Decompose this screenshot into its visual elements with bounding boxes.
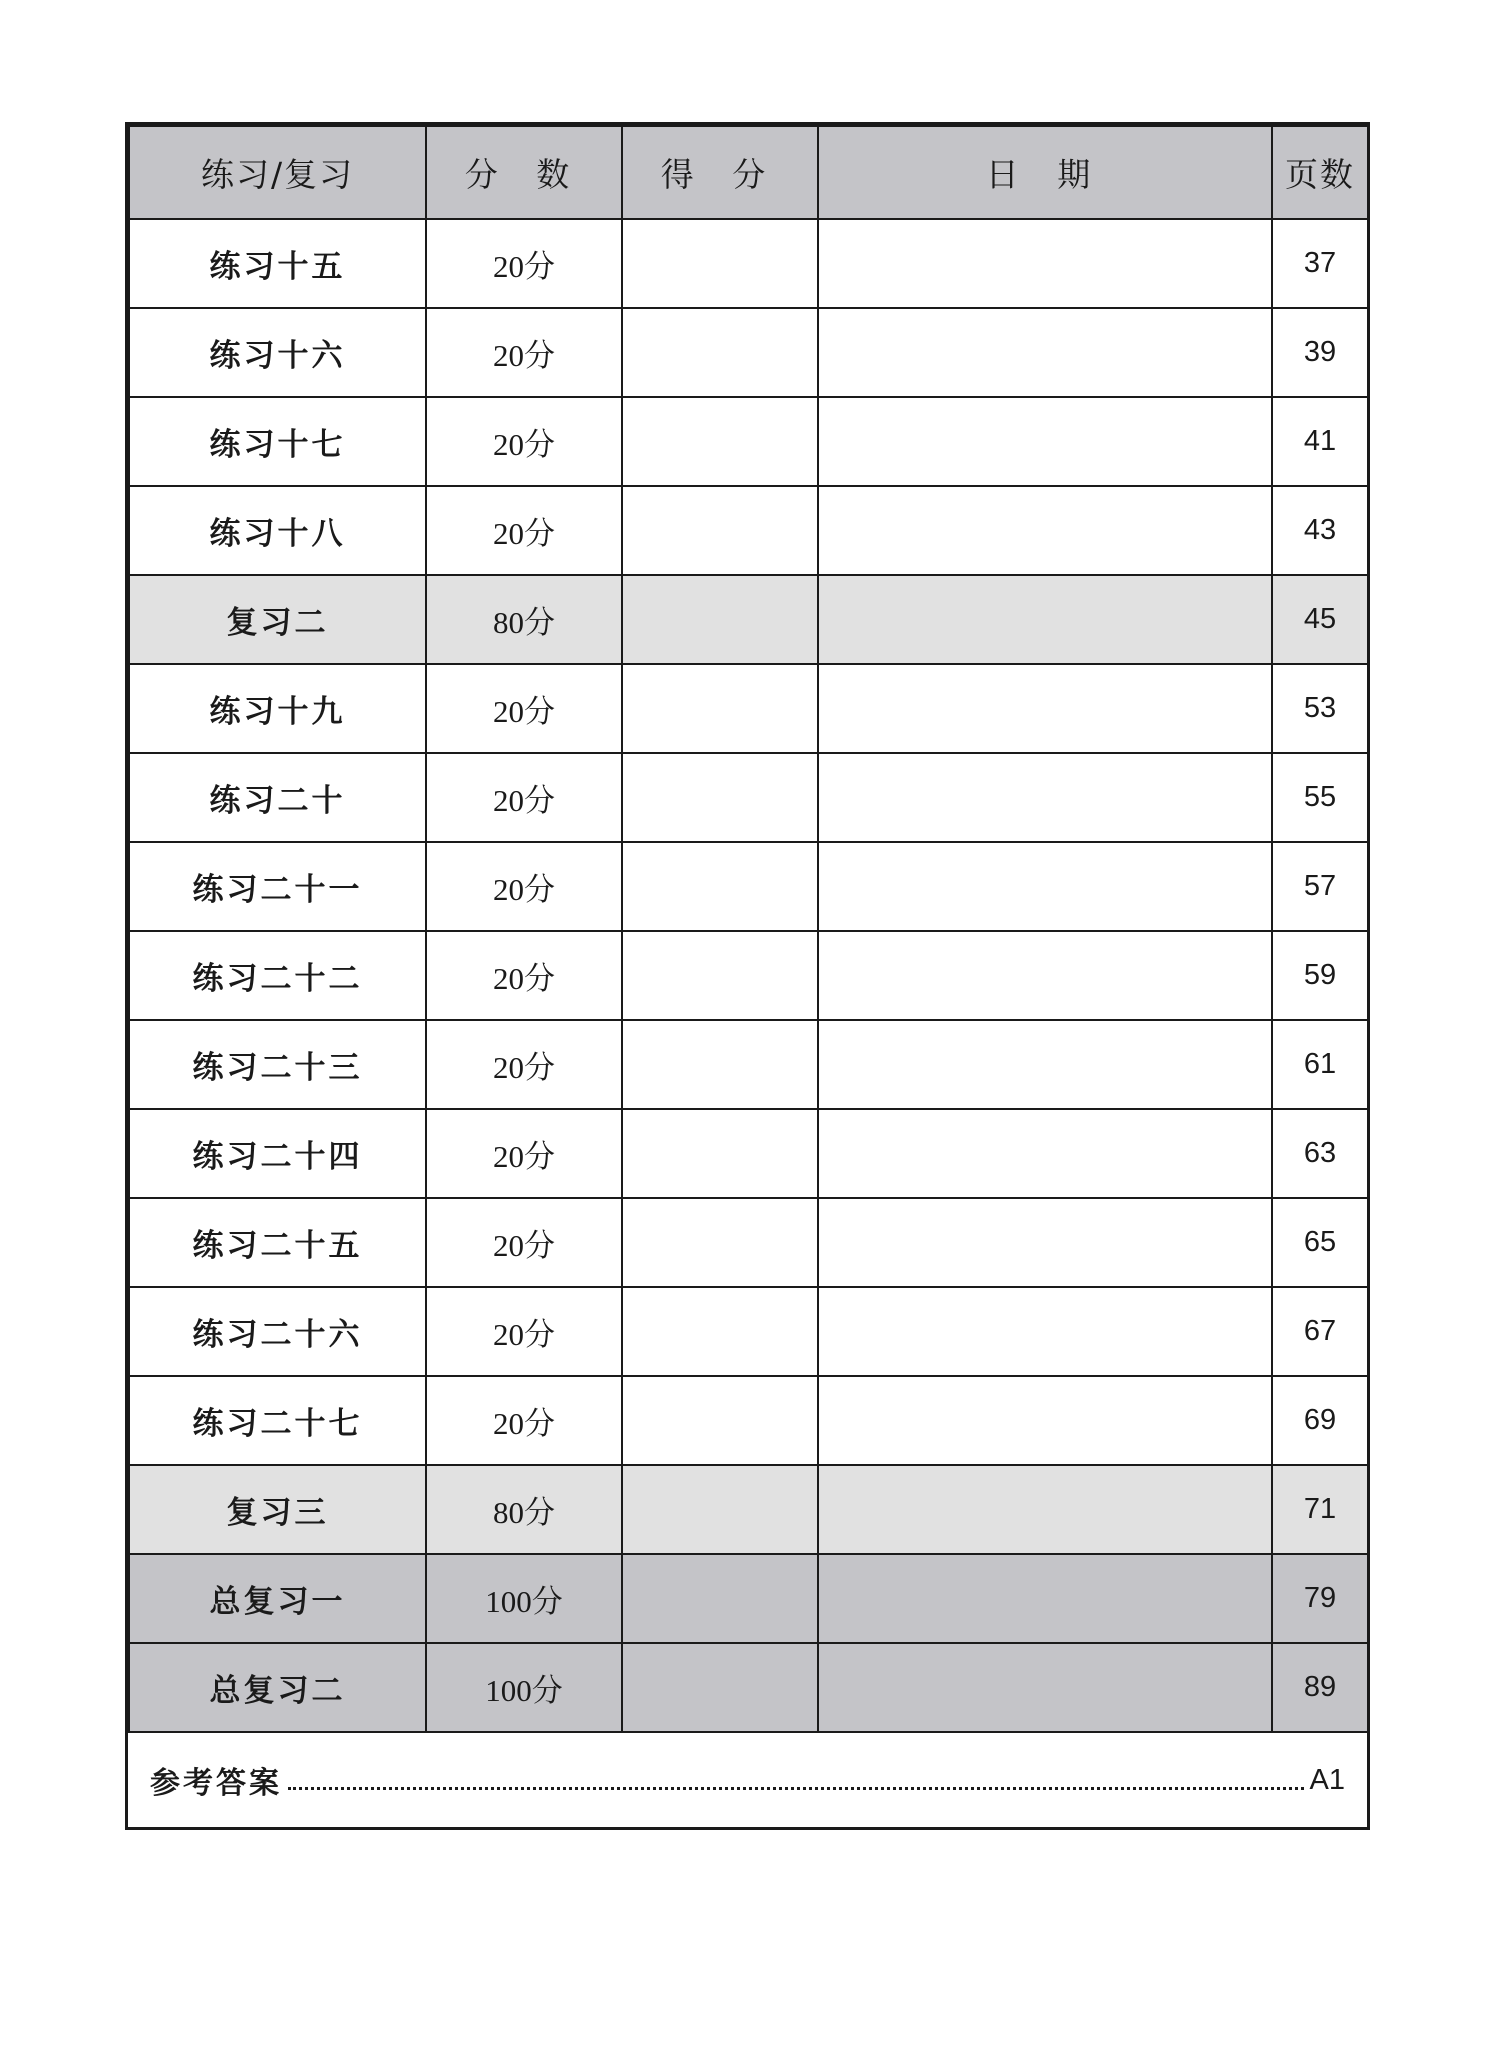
exercise-name-cell: 总复习一 (129, 1554, 426, 1643)
page-number-cell: 39 (1272, 308, 1368, 397)
date-cell[interactable] (818, 308, 1272, 397)
exercise-name-cell: 练习二十 (129, 753, 426, 842)
page-number-cell: 45 (1272, 575, 1368, 664)
exercise-name-cell: 练习十五 (129, 219, 426, 308)
obtained-score-cell[interactable] (622, 308, 818, 397)
exercise-name-cell: 练习二十七 (129, 1376, 426, 1465)
page-number-cell: 79 (1272, 1554, 1368, 1643)
table-row (129, 1198, 1368, 1287)
table-row (129, 842, 1368, 931)
full-score-cell: 80分 (426, 1465, 622, 1554)
answer-key-label: 参考答案 (150, 1766, 282, 1801)
date-cell[interactable] (818, 1643, 1272, 1732)
page-number-cell: 63 (1272, 1109, 1368, 1198)
exercise-name-cell: 练习二十六 (129, 1287, 426, 1376)
date-cell[interactable] (818, 575, 1272, 664)
full-score-cell: 100分 (426, 1554, 622, 1643)
toc-body (129, 219, 1368, 1732)
exercise-name-cell: 练习二十二 (129, 931, 426, 1020)
table-row (129, 753, 1368, 842)
full-score-cell: 20分 (426, 664, 622, 753)
exercise-name-cell: 练习十七 (129, 397, 426, 486)
dot-leader (288, 1787, 1304, 1790)
full-score-cell: 20分 (426, 1109, 622, 1198)
table-row (129, 1376, 1368, 1465)
full-score-cell: 20分 (426, 397, 622, 486)
table-row (129, 486, 1368, 575)
header-date: 日 期 (818, 126, 1272, 219)
date-cell[interactable] (818, 1109, 1272, 1198)
obtained-score-cell[interactable] (622, 1287, 818, 1376)
date-cell[interactable] (818, 1554, 1272, 1643)
date-cell[interactable] (818, 397, 1272, 486)
table-row (129, 397, 1368, 486)
header-obtained: 得 分 (622, 126, 818, 219)
obtained-score-cell[interactable] (622, 219, 818, 308)
full-score-cell: 20分 (426, 308, 622, 397)
table-row (129, 931, 1368, 1020)
page-number-cell: 57 (1272, 842, 1368, 931)
table-row (129, 1465, 1368, 1554)
obtained-score-cell[interactable] (622, 575, 818, 664)
table-row (129, 575, 1368, 664)
obtained-score-cell[interactable] (622, 1554, 818, 1643)
full-score-cell: 20分 (426, 842, 622, 931)
full-score-cell: 80分 (426, 575, 622, 664)
page-number-cell: 61 (1272, 1020, 1368, 1109)
header-row (129, 126, 1368, 219)
toc-table (128, 125, 1369, 1733)
obtained-score-cell[interactable] (622, 931, 818, 1020)
page-number-cell: 65 (1272, 1198, 1368, 1287)
table-row (129, 1020, 1368, 1109)
header-score: 分 数 (426, 126, 622, 219)
table-row (129, 1287, 1368, 1376)
obtained-score-cell[interactable] (622, 1020, 818, 1109)
obtained-score-cell[interactable] (622, 486, 818, 575)
answer-key-row (128, 1733, 1367, 1827)
table-row (129, 1554, 1368, 1643)
date-cell[interactable] (818, 1287, 1272, 1376)
date-cell[interactable] (818, 219, 1272, 308)
page-number-cell: 59 (1272, 931, 1368, 1020)
date-cell[interactable] (818, 753, 1272, 842)
table-row (129, 664, 1368, 753)
full-score-cell: 20分 (426, 1198, 622, 1287)
obtained-score-cell[interactable] (622, 1109, 818, 1198)
header-page: 页数 (1272, 126, 1368, 219)
date-cell[interactable] (818, 486, 1272, 575)
exercise-name-cell: 练习二十五 (129, 1198, 426, 1287)
full-score-cell: 20分 (426, 753, 622, 842)
obtained-score-cell[interactable] (622, 753, 818, 842)
obtained-score-cell[interactable] (622, 1376, 818, 1465)
page-number-cell: 43 (1272, 486, 1368, 575)
full-score-cell: 20分 (426, 1287, 622, 1376)
exercise-name-cell: 总复习二 (129, 1643, 426, 1732)
full-score-cell: 20分 (426, 1020, 622, 1109)
date-cell[interactable] (818, 1465, 1272, 1554)
date-cell[interactable] (818, 1376, 1272, 1465)
exercise-name-cell: 复习二 (129, 575, 426, 664)
exercise-name-cell: 复习三 (129, 1465, 426, 1554)
page-number-cell: 71 (1272, 1465, 1368, 1554)
table-row (129, 308, 1368, 397)
date-cell[interactable] (818, 1020, 1272, 1109)
page-number-cell: 37 (1272, 219, 1368, 308)
full-score-cell: 20分 (426, 1376, 622, 1465)
full-score-cell: 20分 (426, 486, 622, 575)
table-row (129, 1109, 1368, 1198)
exercise-name-cell: 练习二十三 (129, 1020, 426, 1109)
exercise-name-cell: 练习二十四 (129, 1109, 426, 1198)
table-row (129, 1643, 1368, 1732)
page-number-cell: 89 (1272, 1643, 1368, 1732)
page-number-cell: 53 (1272, 664, 1368, 753)
exercise-name-cell: 练习十九 (129, 664, 426, 753)
exercise-name-cell: 练习十八 (129, 486, 426, 575)
obtained-score-cell[interactable] (622, 1465, 818, 1554)
date-cell[interactable] (818, 931, 1272, 1020)
header-exercise: 练习/复习 (129, 126, 426, 219)
obtained-score-cell[interactable] (622, 664, 818, 753)
date-cell[interactable] (818, 1198, 1272, 1287)
date-cell[interactable] (818, 664, 1272, 753)
obtained-score-cell[interactable] (622, 1643, 818, 1732)
answer-key-page: A1 (1309, 1763, 1345, 1796)
page-number-cell: 41 (1272, 397, 1368, 486)
table-row (129, 219, 1368, 308)
full-score-cell: 100分 (426, 1643, 622, 1732)
full-score-cell: 20分 (426, 219, 622, 308)
page-number-cell: 69 (1272, 1376, 1368, 1465)
page-number-cell: 67 (1272, 1287, 1368, 1376)
obtained-score-cell[interactable] (622, 1198, 818, 1287)
full-score-cell: 20分 (426, 931, 622, 1020)
page-number-cell: 55 (1272, 753, 1368, 842)
exercise-name-cell: 练习十六 (129, 308, 426, 397)
score-record-table (125, 122, 1370, 1830)
obtained-score-cell[interactable] (622, 397, 818, 486)
obtained-score-cell[interactable] (622, 842, 818, 931)
date-cell[interactable] (818, 842, 1272, 931)
exercise-name-cell: 练习二十一 (129, 842, 426, 931)
